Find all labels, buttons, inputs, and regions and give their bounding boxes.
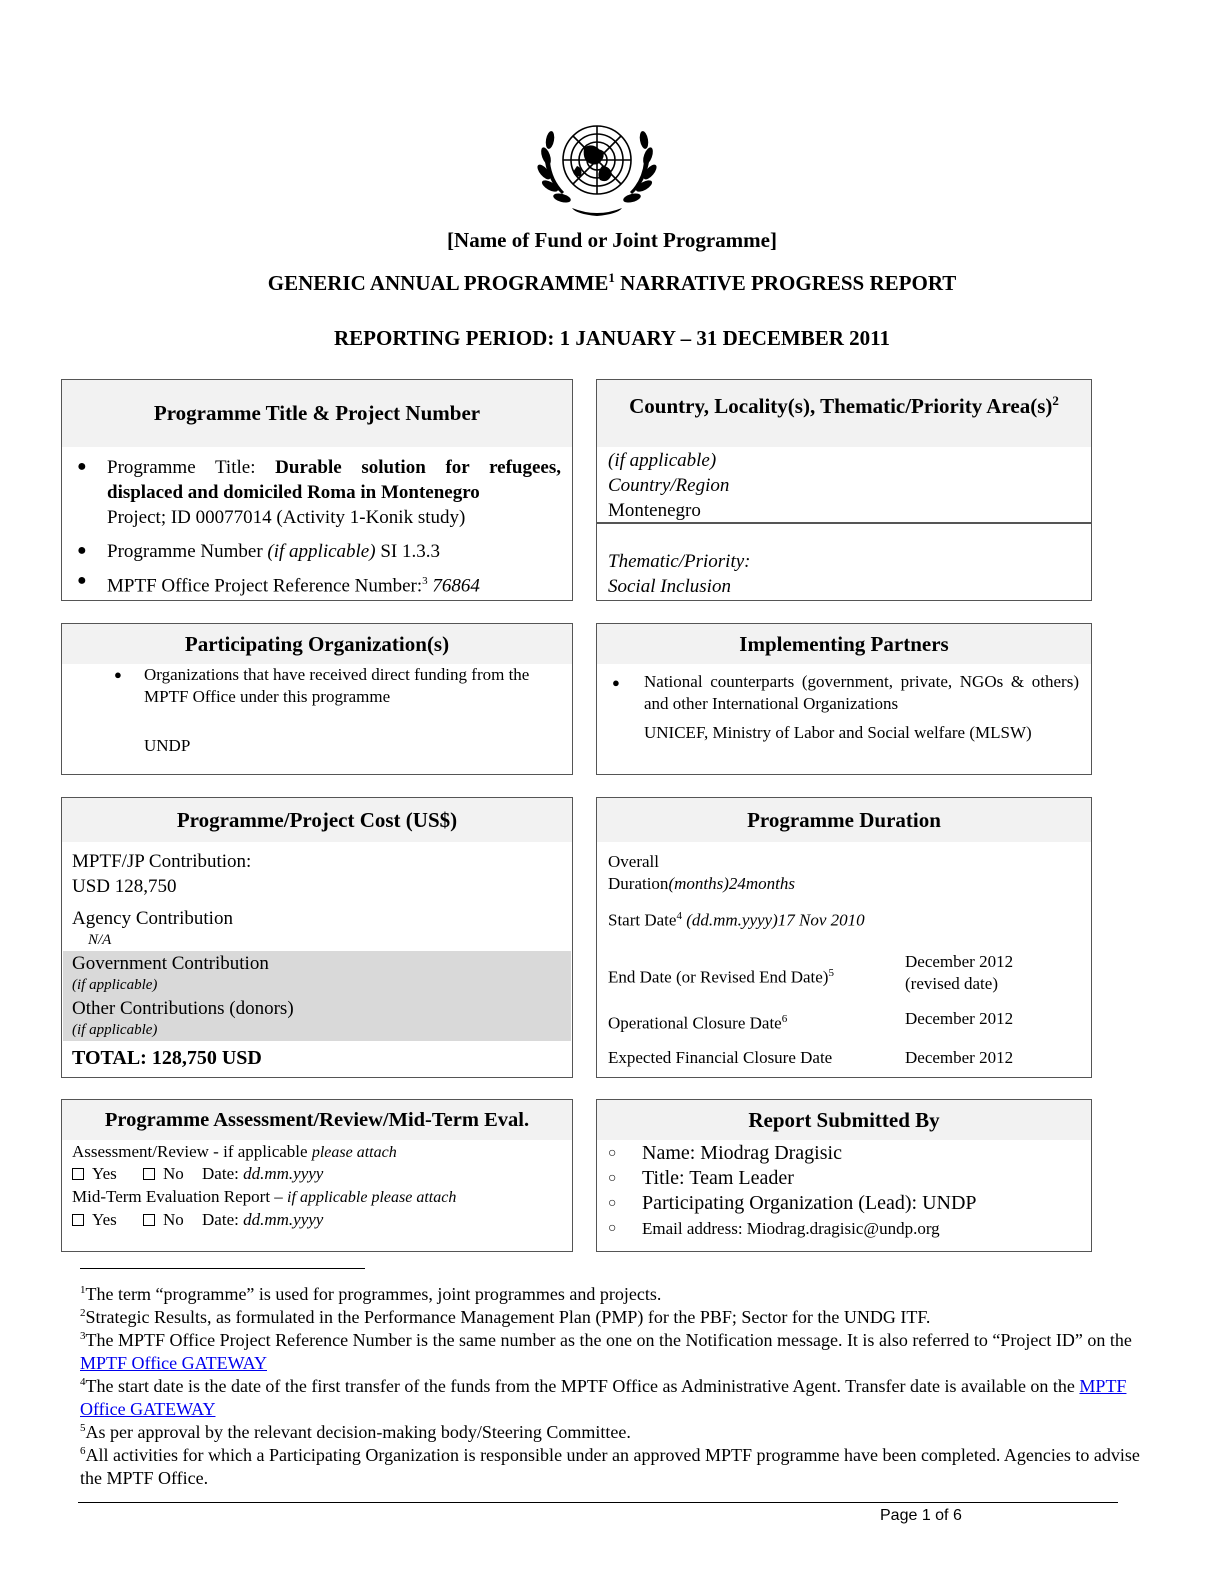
bullet-icon: ●	[77, 458, 87, 475]
midterm-report-hint: if applicable please attach	[287, 1189, 457, 1206]
total-cost: TOTAL: 128,750 USD	[72, 1047, 262, 1069]
assessment-review-hint: please attach	[311, 1144, 397, 1161]
start-date	[608, 905, 883, 932]
submitter-email: Email address: Miodrag.dragisic@undp.org	[642, 1219, 940, 1238]
country-heading	[597, 380, 1091, 447]
fund-name: [Name of Fund or Joint Programme]	[447, 228, 777, 252]
overall-duration-prefix: Duration	[608, 874, 669, 893]
footnote-ref-2: 2	[1052, 393, 1059, 408]
midterm-report	[72, 1186, 456, 1209]
bullet-icon: ●	[77, 572, 87, 589]
bullet-icon: ●	[77, 542, 87, 559]
circle-bullet-icon: ○	[608, 1196, 617, 1211]
operational-closure-value: December 2012	[905, 1009, 1014, 1028]
footnote-text: All activities for which a Participating Organization is responsible under an approved MPTF programme have been completed. Agencies to advise the MPTF Office.	[80, 1445, 1140, 1488]
programme-title-value: Durable solution for refugees, displaced and domiciled Roma in Montenegro	[107, 457, 561, 503]
programme-number-hint: (if applicable)	[267, 541, 376, 562]
end-date-label: End Date (or Revised End Date)	[608, 967, 829, 987]
operational-closure-label: Operational Closure Date	[608, 1013, 782, 1033]
cost-heading: Programme/Project Cost (US$)	[62, 798, 572, 842]
programme-title-item	[107, 455, 561, 530]
other-contributions-label: Other Contributions (donors)	[72, 998, 294, 1019]
project-reference-value: 76864	[427, 575, 480, 597]
end-date	[608, 962, 834, 989]
submitter-title: Title: Team Leader	[642, 1167, 794, 1189]
programme-number-value: SI 1.3.3	[375, 541, 440, 562]
thematic-label: Thematic/Priority:	[608, 551, 751, 572]
footnote-3	[80, 1325, 1140, 1375]
operational-closure	[608, 1008, 787, 1035]
start-date-label: Start Date	[608, 910, 677, 930]
end-date-note: (revised date)	[905, 974, 998, 993]
government-contribution-hint: (if applicable)	[72, 977, 158, 993]
footnote-ref-6: 6	[781, 1013, 788, 1025]
footnote-text: The start date is the date of the first transfer of the funds from the MPTF Office as Administrative Agent. Transfer date is available on the	[85, 1376, 1080, 1396]
report-title-part2: NARRATIVE PROGRESS REPORT	[614, 271, 957, 295]
assessment-yes-checkbox[interactable]	[72, 1168, 84, 1180]
country-hint: (if applicable)	[608, 450, 717, 471]
programme-number-item	[107, 539, 561, 564]
overall-duration-value: (months)24months	[668, 874, 795, 893]
other-contributions-hint: (if applicable)	[72, 1022, 158, 1038]
submitter-name: Name: Miodrag Dragisic	[642, 1142, 842, 1164]
footnote-text: The term “programme” is used for programmes, joint programmes and projects.	[85, 1284, 662, 1304]
footnote-ref-1: 1	[608, 270, 615, 285]
page-footer-rule	[78, 1502, 1118, 1503]
assessment-date-value: dd.mm.yyyy	[243, 1164, 324, 1183]
report-title-part1: GENERIC ANNUAL PROGRAMME	[267, 271, 609, 295]
country-label: Country/Region	[608, 475, 730, 496]
programme-number-label: Programme Number	[107, 541, 268, 562]
partners-desc: National counterparts (government, private, NGOs & others) and other International Organizations	[644, 672, 1079, 713]
un-emblem-logo	[532, 108, 662, 220]
assessment-heading: Programme Assessment/Review/Mid-Term Eval.	[62, 1100, 572, 1140]
midterm-yes-checkbox[interactable]	[72, 1214, 84, 1226]
circle-bullet-icon: ○	[608, 1146, 617, 1161]
bullet-icon: ●	[612, 675, 620, 690]
footnote-number: 2	[80, 1307, 86, 1319]
assessment-date-label: Date:	[202, 1164, 244, 1183]
midterm-date-label: Date:	[202, 1210, 244, 1229]
assessment-no-label: No	[163, 1164, 184, 1183]
footnote-number: 6	[80, 1445, 86, 1457]
assessment-review	[72, 1141, 397, 1164]
midterm-no-checkbox[interactable]	[143, 1214, 155, 1226]
footnote-number: 5	[80, 1422, 86, 1434]
mptf-gateway-link[interactable]: MPTF Office GATEWAY	[80, 1376, 1127, 1419]
assessment-no-checkbox[interactable]	[143, 1168, 155, 1180]
participating-heading: Participating Organization(s)	[62, 624, 572, 664]
thematic-value: Social Inclusion	[608, 576, 731, 597]
assessment-yes-label: Yes	[92, 1164, 117, 1183]
programme-title-heading: Programme Title & Project Number	[62, 380, 572, 447]
assessment-options	[72, 1163, 323, 1185]
mptf-contribution-value: USD 128,750	[72, 876, 177, 897]
project-reference-item	[107, 569, 561, 598]
mptf-gateway-link[interactable]: MPTF Office GATEWAY	[80, 1353, 267, 1373]
midterm-report-label: Mid-Term Evaluation Report –	[72, 1187, 288, 1206]
country-heading-text: Country, Locality(s), Thematic/Priority Area(s)	[629, 394, 1053, 418]
country-value: Montenegro	[608, 500, 701, 521]
agency-contribution-value: N/A	[88, 932, 112, 948]
footnote-ref-5: 5	[828, 967, 834, 979]
agency-contribution-label: Agency Contribution	[72, 908, 233, 929]
footnote-text: The MPTF Office Project Reference Number is the same number as the one on the Notification message. It is also referred to “Project ID” on the	[85, 1330, 1132, 1350]
footnote-text: Strategic Results, as formulated in the Performance Management Plan (PMP) for the PBF; Sector for the UNDG ITF.	[85, 1307, 931, 1327]
end-date-value: December 2012	[905, 952, 1014, 971]
duration-heading: Programme Duration	[597, 798, 1091, 842]
midterm-date-value: dd.mm.yyyy	[243, 1210, 324, 1229]
financial-closure-label: Expected Financial Closure Date	[608, 1048, 833, 1067]
programme-title-label: Programme Title:	[107, 457, 276, 478]
overall-duration-label: Overall	[608, 852, 659, 871]
submitter-organization: Participating Organization (Lead): UNDP	[642, 1192, 977, 1214]
footnote-text: As per approval by the relevant decision-making body/Steering Committee.	[85, 1422, 631, 1442]
start-date-value: (dd.mm.yyyy)17 Nov 2010	[681, 910, 865, 930]
footnote-number: 4	[80, 1376, 86, 1388]
reporting-period: REPORTING PERIOD: 1 JANUARY – 31 DECEMBER 2011	[333, 326, 891, 350]
submitted-heading: Report Submitted By	[597, 1100, 1091, 1140]
midterm-no-label: No	[163, 1210, 184, 1229]
financial-closure-value: December 2012	[905, 1048, 1014, 1067]
bullet-icon: ●	[114, 667, 122, 682]
mptf-contribution-label: MPTF/JP Contribution:	[72, 851, 252, 872]
midterm-yes-label: Yes	[92, 1210, 117, 1229]
midterm-options	[72, 1209, 323, 1231]
circle-bullet-icon: ○	[608, 1171, 617, 1186]
partners-heading: Implementing Partners	[597, 624, 1091, 664]
footnote-ref-4: 4	[676, 910, 682, 922]
government-contribution-label: Government Contribution	[72, 953, 269, 974]
footnote-ref-3: 3	[422, 575, 428, 587]
assessment-review-label: Assessment/Review - if applicable	[72, 1142, 312, 1161]
footnote-separator	[80, 1268, 365, 1269]
participating-value: UNDP	[144, 736, 191, 755]
project-reference-label: MPTF Office Project Reference Number:	[107, 575, 423, 597]
report-title	[0, 270, 1224, 296]
overall-duration	[608, 873, 795, 895]
duration-box	[596, 797, 1092, 1078]
partners-value: UNICEF, Ministry of Labor and Social welfare (MLSW)	[644, 723, 1032, 742]
page-number: Page 1 of 6	[880, 1507, 962, 1524]
footnote-number: 3	[80, 1330, 86, 1342]
footnote-number: 1	[80, 1284, 86, 1296]
participating-desc: Organizations that have received direct funding from the MPTF Office under this programme	[144, 665, 530, 706]
circle-bullet-icon: ○	[608, 1221, 617, 1236]
project-id: Project; ID 00077014 (Activity 1-Konik study)	[107, 507, 466, 528]
footnote-4	[80, 1371, 1140, 1421]
footnote-6	[80, 1440, 1140, 1490]
